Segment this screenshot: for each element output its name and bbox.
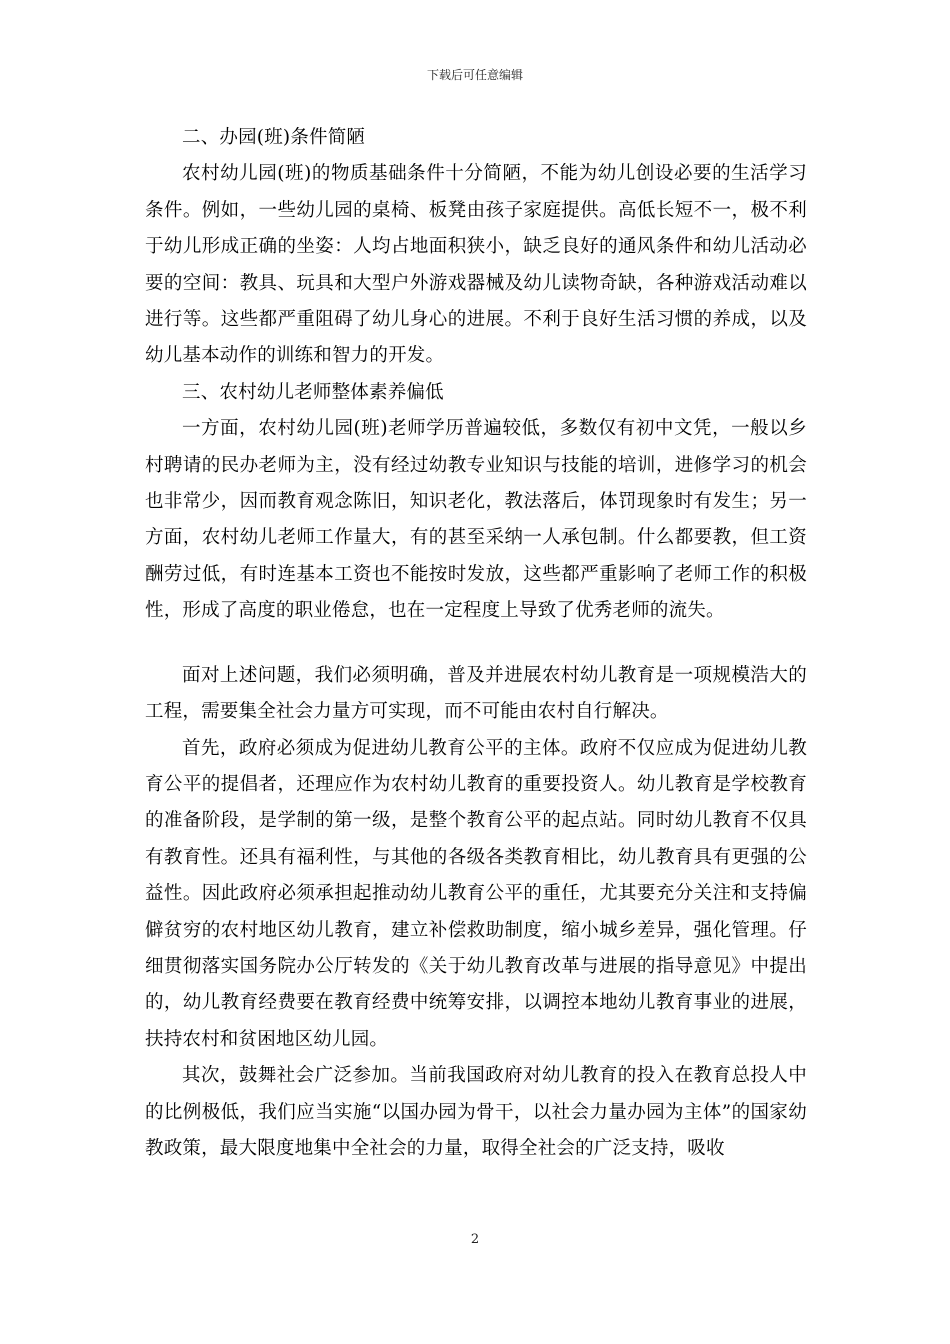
paragraph-facilities: 农村幼儿园(班)的物质基础条件十分简陋，不能为幼儿创设必要的生活学习条件。例如，一些幼儿园的桌椅、板凳由孩子家庭提供。高低长短不一，极不利于幼儿形成正确的坐姿：人均占地面积狭小，缺乏良好的通风条件和幼儿活动必要的空间：教具、玩具和大型户外游戏器械及幼儿读物奇缺，各种游戏活动难以进行等。这些都严重阻碍了幼儿身心的进展。不利于良好生活习惯的养成，以及幼儿基本动作的训练和智力的开发。 xyxy=(145,163,807,367)
paragraph-gap xyxy=(145,630,807,658)
section-heading-2: 二、办园(班)条件简陋 xyxy=(182,127,366,148)
paragraph-problems-summary: 面对上述问题，我们必须明确，普及并进展农村幼儿教育是一项规模浩大的工程，需要集全社会力量方可实现，而不可能由农村自行解决。 xyxy=(145,664,807,723)
paragraph-teachers: 一方面，农村幼儿园(班)老师学历普遍较低，多数仅有初中文凭，一般以乡村聘请的民办老师为主，没有经过幼教专业知识与技能的培训，进修学习的机会也非常少，因而教育观念陈旧，知识老化，教法落后，体罚现象时有发生；另一方面，农村幼儿老师工作量大，有的甚至采纳一人承包制。什么都要教，但工资酬劳过低，有时连基本工资也不能按时发放，这些都严重影响了老师工作的积极性，形成了高度的职业倦怠，也在一定程度上导致了优秀老师的流失。 xyxy=(145,418,807,622)
section-heading-3: 三、农村幼儿老师整体素养偏低 xyxy=(182,381,444,403)
page-header: 下载后可任意编辑 xyxy=(426,68,523,82)
page-number: 2 xyxy=(470,1232,480,1247)
paragraph-social-participation: 其次，鼓舞社会广泛参加。当前我国政府对幼儿教育的投入在教育总投人中的比例极低，我们应当实施“以国办园为骨干，以社会力量办园为主体”的国家幼教政策，最大限度地集中全社会的力量，取得全社会的广泛支持，吸收 xyxy=(145,1065,807,1159)
document-body xyxy=(145,120,807,1167)
paragraph-government-role: 首先，政府必须成为促进幼儿教育公平的主体。政府不仅应成为促进幼儿教育公平的提倡者，还理应作为农村幼儿教育的重要投资人。幼儿教育是学校教育的准备阶段，是学制的第一级，是整个教育公平的起点站。同时幼儿教育不仅具有教育性。还具有福利性，与其他的各级各类教育相比，幼儿教育具有更强的公益性。因此政府必须承担起推动幼儿教育公平的重任，尤其要充分关注和支持偏僻贫穷的农村地区幼儿教育，建立补偿救助制度，缩小城乡差异，强化管理。仔细贯彻落实国务院办公厅转发的《关于幼儿教育改革与进展的指导意见》中提出的，幼儿教育经费要在教育经费中统筹安排，以调控本地幼儿教育事业的进展，扶持农村和贫困地区幼儿园。 xyxy=(145,737,807,1050)
